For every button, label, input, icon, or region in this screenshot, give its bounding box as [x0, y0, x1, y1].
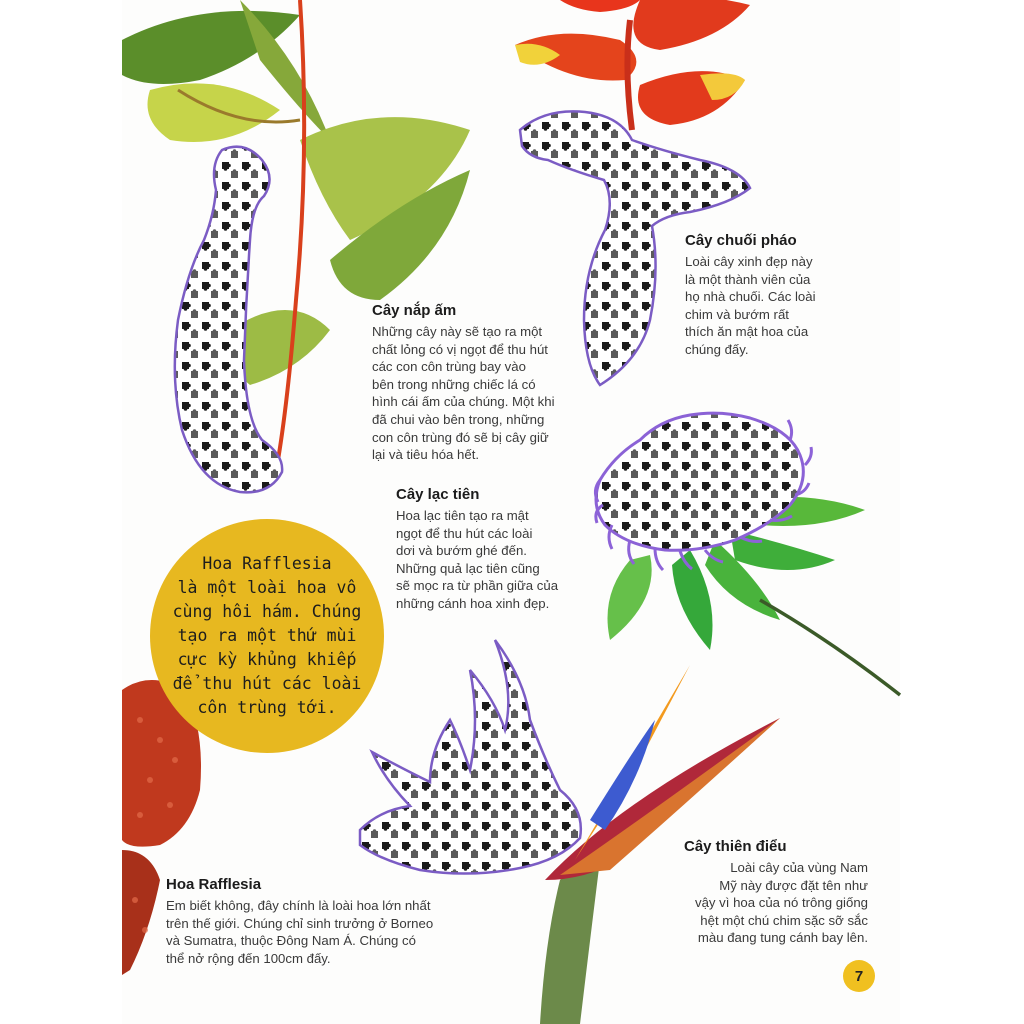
heliconia-photo [515, 0, 750, 130]
section-title: Cây nắp ấm [372, 302, 457, 319]
section-title: Cây thiên điểu [684, 838, 787, 855]
section-lac-tien [396, 486, 606, 613]
section-title: Cây chuối pháo [685, 232, 797, 249]
section-body: Loài cây xinh đẹp này là một thành viên của họ nhà chuối. Các loài chim và bướm rất thích ăn mật hoa của chúng đấy. [685, 254, 816, 357]
section-body: Hoa lạc tiên tạo ra mật ngọt để thu hút các loài dơi và bướm ghé đến. Những quả lạc tiên cũng sẽ mọc ra từ phần giữa của những cánh hoa xinh đẹp. [396, 508, 559, 611]
section-title: Cây lạc tiên [396, 486, 480, 503]
section-thien-dieu [648, 838, 868, 947]
passion-flower-outline [596, 413, 803, 550]
callout-text: Hoa Rafflesia là một loài hoa vô cùng hôi hám. Chúng tạo ra một thứ mùi cực kỳ khủng khiếp để thu hút các loài côn trùng tới. [172, 554, 362, 717]
section-rafflesia [166, 876, 496, 967]
bird-of-paradise-outline [360, 640, 581, 874]
section-nap-am [372, 302, 612, 464]
rafflesia-callout [150, 519, 384, 753]
page-number: 7 [843, 960, 875, 992]
section-title: Hoa Rafflesia [166, 876, 262, 893]
section-chuoi-phao [685, 232, 885, 359]
section-body: Loài cây của vùng Nam Mỹ này được đặt tên như vậy vì hoa của nó trông giống hệt một chú chim sặc sỡ sắc màu đang tung cánh bay lên. [694, 860, 868, 946]
section-body: Những cây này sẽ tạo ra một chất lỏng có vị ngọt để thu hút các con côn trùng bay vào bên trong những chiếc lá có hình cái ấm của chúng. Một khi đã chui vào bên trong, những con côn trùng đó sẽ bị cây giữ lại và tiêu hóa hết. [372, 324, 555, 463]
section-body: Em biết không, đây chính là loài hoa lớn nhất trên thế giới. Chúng chỉ sinh trưởng ở Borneo và Sumatra, thuộc Đông Nam Á. Chúng có thể nở rộng đến 100cm đấy. [166, 898, 434, 966]
